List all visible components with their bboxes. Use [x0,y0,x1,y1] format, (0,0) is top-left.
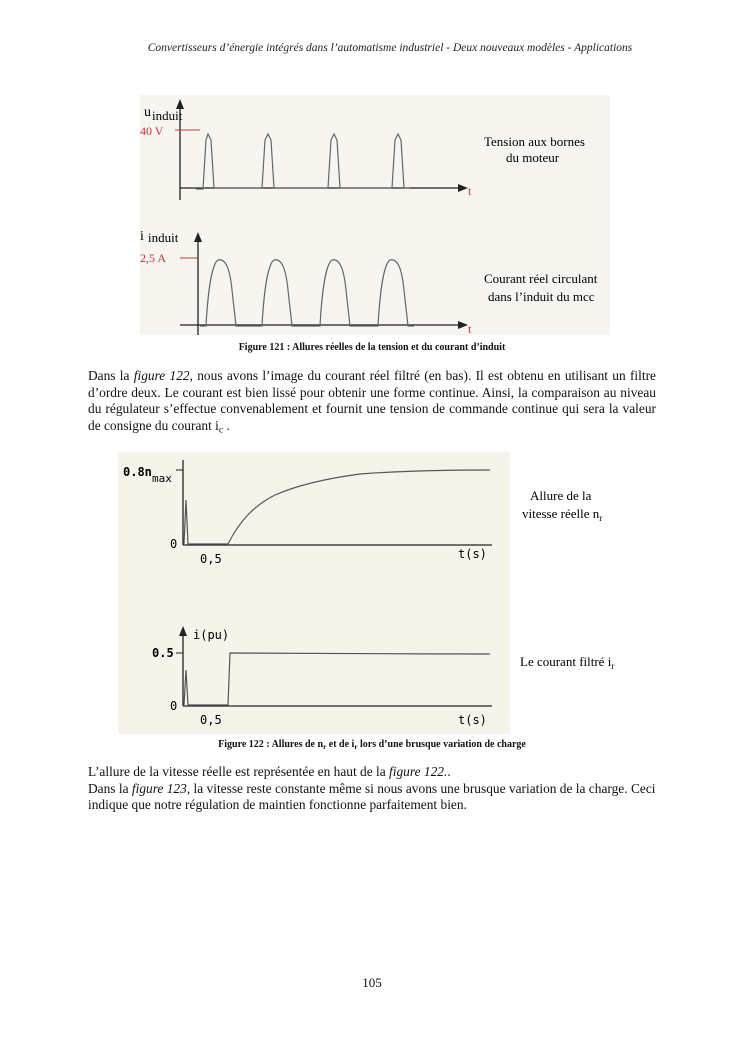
figure-122-caption [0,739,744,751]
paragraph-1-part2: , nous avons l’image du courant réel filtré (en bas). Il est obtenu en utilisant un filtre d’ordre deux. Le courant est bien lissé pour obtenir une forme continue. Ainsi, la comparaison au niveau du régulateur s’effectue convenablement et fournit une tension de commande continue qui sera la valeur de consigne du courant i [88,368,656,433]
paragraph-2 [88,764,668,814]
current-annotation [520,654,614,671]
speed-xlabel: t(s) [458,547,487,561]
i-xlabel: t [468,322,472,336]
paragraph-1-part1: Dans la [88,368,134,383]
caption-122-sub2: r [354,742,358,751]
speed-annotation-line2 [522,506,602,523]
paragraph-2-line2 [88,781,668,814]
figure-122-scan [118,452,510,734]
speed-zero: 0 [170,537,178,551]
page-number: 105 [362,975,382,990]
p2-line1-part1: L’allure de la vitesse réelle est représentée en haut de la [88,764,390,779]
speed-annotation-text: vitesse réelle n [522,506,600,521]
caption-122-part1: Figure 122 : Allures de n [218,739,324,750]
speed-ylabel-sub: max [152,472,172,485]
u-annotation-line2: du moteur [506,150,560,165]
caption-122-sub1: r [323,742,327,751]
speed-annotation-sub: r [599,513,603,523]
u-annotation-line1: Tension aux bornes [484,134,585,149]
current-annotation-sub: r [611,661,615,671]
speed-x-tick: 0,5 [200,552,222,566]
u-level-label: 40 V [140,124,164,138]
current-ylabel: i(pu) [193,628,230,642]
paragraph-1-sub: c [218,424,224,436]
p2-line1-part2: . [447,764,451,779]
u-xlabel: t [468,184,472,198]
caption-122-part2: et de i [326,739,355,750]
current-x-tick: 0,5 [200,713,222,727]
p2-line2-ref: figure 123 [131,780,187,796]
caption-122-part3: lors d’une brusque variation de charge [357,739,526,750]
i-ylabel-main: i [140,229,144,244]
paragraph-1 [88,368,656,439]
current-xlabel: t(s) [458,713,487,727]
current-zero: 0 [170,699,178,713]
paragraph-1-ref: figure 122 [133,368,190,383]
i-level-label: 2,5 A [140,251,167,265]
i-annotation-line2: dans l’induit du mcc [488,289,595,304]
i-annotation-line1: Courant réel circulant [484,271,598,286]
current-level-label: 0.5 [152,646,174,660]
u-ylabel-sub: induit [152,108,183,123]
p2-line1-ref: figure 122. [389,764,448,779]
current-annotation-text: Le courant filtré i [520,654,612,669]
p2-line2-part1: Dans la [88,780,132,796]
speed-annotation-line1: Allure de la [530,488,592,503]
speed-ylabel-main: 0.8n [123,465,152,479]
paragraph-1-part3: . [223,417,230,433]
i-ylabel-sub: induit [148,230,179,245]
figure-121-caption: Figure 121 : Allures réelles de la tension et du courant d’induit [238,342,506,353]
running-header: Convertisseurs d’énergie intégrés dans l’automatisme industriel - Deux nouveaux modèles - Applications [147,42,633,54]
u-ylabel-main: u [144,105,151,120]
p2-line2-part2: , la vitesse reste constante même si nous avons une brusque variation de la charge. Ceci indique que notre régulation de maintien fonctionne parfaitement bien. [88,780,656,813]
paragraph-2-line1 [88,764,668,781]
